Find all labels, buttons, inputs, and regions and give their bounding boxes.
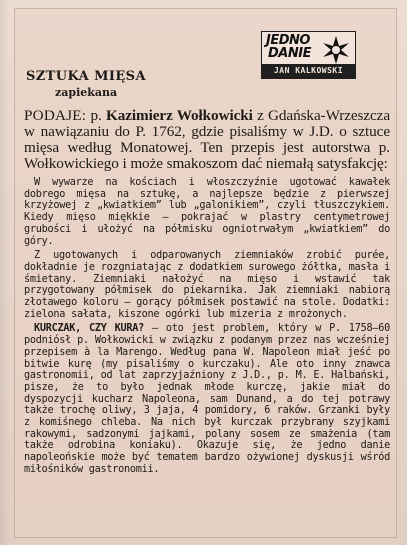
lead-text-a: p. <box>90 107 102 124</box>
paragraph-1: W wywarze na kościach i włoszczyźnie ugotować kawałek dobrego mięsa na sztukę, a najlepsze będzie z pierwszej krzyżowej z „kwiatkiem” lub „galonikiem”, czyli tłuszczykiem. Kiedy mięso miękkie — pokrajać w plastry centymetrowej grubości i ułożyć na półmisku ogniotrwałym „kwiatkiem” do góry. <box>24 177 390 247</box>
paragraph-2: Z ugotowanych i odparowanych ziemniaków zrobić purée, dokładnie je rozgniatając z dodatkiem surowego żółtka, masła i śmietany. Ziemniaki nałożyć na mięso i wstawić tak przygotowany półmisek do piekarnika. Jak ziemniaki nabiorą złotawego koloru — gorący półmisek postawić na stole. Dodatki: zielona sałata, kiszone ogórki lub mizeria z mrożonych. <box>24 250 390 320</box>
paragraph-3 <box>24 323 390 475</box>
lead-kicker: PODAJE: <box>24 107 87 124</box>
lead-text-b: z Gdańska-Wrzeszcza w nawiązaniu do P. 1762, gdzie pisaliśmy w J.D. o sztuce mięsa według Monatowej. Ten przepis jest autorstwa p. Wołkowickiego i może smakoszom dać niemałą satysfakcję: <box>24 107 390 172</box>
lead-author-name: Kazimierz Wołkowicki <box>106 107 253 124</box>
logo-line-1: JEDNO <box>266 33 310 48</box>
lead-paragraph <box>24 108 390 172</box>
logo-wordmark <box>266 34 326 65</box>
article-title: SZTUKA MIĘSA <box>26 69 146 84</box>
kurczak-heading: KURCZAK, CZY KURA? <box>34 323 145 335</box>
logo-line-2: DANIE <box>268 46 311 61</box>
column-logo <box>261 31 356 79</box>
logo-author-banner: JAN KALKOWSKI <box>262 64 355 78</box>
star-burst-icon <box>321 35 351 65</box>
article-subtitle: zapiekana <box>55 86 118 99</box>
kurczak-text: — oto jest problem, który w P. 1758—60 podniósł p. Wołkowicki w związku z podanym przez nas wcześniej przepisem à la Marengo. Według pana W. Napoleon miał jeść po bitwie kurę (my pisaliśmy o kurczaku). Ale oto inny znawca gastronomii, od lat zaprzyjaźniony z J.D., p. M. E. Halbański, pisze, że to było jednak młode kurczę, jakie miał do dyspozycji kucharz Napoleona, sam Dunand, a do tej potrawy także trochę oliwy, 3 jaja, 4 pomidory, 6 raków. Grzanki były z komiśnego chleba. Na nich był kurczak przybrany szyjkami rakowymi, sadzonymi jajkami, polany sosem ze smażenia (tam także odrobina koniaku). Okazuje się, że jedno danie napoleońskie może być tematem bardzo ożywionej dyskusji wśród miłośników gastronomii. <box>24 323 390 475</box>
article-body <box>24 108 390 479</box>
